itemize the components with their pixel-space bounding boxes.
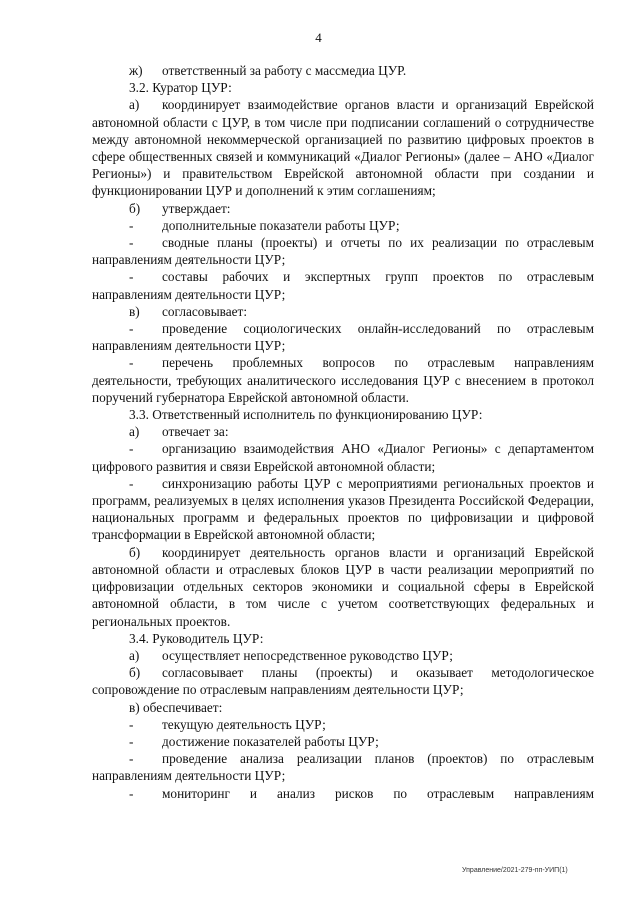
paragraph <box>92 217 594 234</box>
paragraph-text: перечень проблемных вопросов по отраслевым направлениям деятельности, требующих аналитического исследования ЦУР с внесением в протокол поручений губернатора Еврейской автономной области. <box>92 355 594 405</box>
paragraph <box>92 664 594 698</box>
paragraph <box>92 423 594 440</box>
list-marker: а) <box>129 97 140 113</box>
paragraph-text: координирует деятельность органов власти и организаций Еврейской автономной области и отраслевых блоков ЦУР в части реализации мероприятий по цифровизации отдельных секторов экономики и социальной сферы в Еврейской автономной области, в том числе с учетом соответствующих федеральных и региональных проектов. <box>92 544 594 629</box>
list-marker: - <box>129 785 134 801</box>
paragraph-text: осуществляет непосредственное руководство ЦУР; <box>162 647 453 663</box>
paragraph <box>92 750 594 784</box>
paragraph-text: отвечает за: <box>162 424 229 440</box>
list-marker: в) <box>129 303 140 319</box>
list-marker: - <box>129 441 134 457</box>
list-marker: - <box>129 751 134 767</box>
paragraph-text: 3.3. Ответственный исполнитель по функционированию ЦУР: <box>129 407 483 423</box>
paragraph <box>92 699 594 716</box>
paragraph-text: сводные планы (проекты) и отчеты по их реализации по отраслевым направлениям деятельности ЦУР; <box>92 235 594 268</box>
paragraph <box>92 79 594 96</box>
paragraph-text: согласовывает: <box>162 303 248 319</box>
paragraph <box>92 96 594 199</box>
paragraph <box>92 200 594 217</box>
paragraph <box>92 716 594 733</box>
list-marker: - <box>129 716 134 732</box>
paragraph <box>92 440 594 474</box>
paragraph-text: проведение анализа реализации планов (проектов) по отраслевым направлениям деятельности ЦУР; <box>92 751 594 784</box>
paragraph-text: в) обеспечивает: <box>129 699 223 715</box>
paragraph-text: координирует взаимодействие органов власти и организаций Еврейской автономной области с ЦУР, в том числе при подписании соглашений о сотрудничестве между автономной некоммерческой организацией по развитию цифровых проектов в сфере общественных связей и коммуникаций «Диалог Регионы» (далее – АНО «Диалог Регионы») и правительством Еврейской автономной области при создании и функционировании ЦУР и дополнений к этим соглашениям; <box>92 97 594 199</box>
list-marker: ж) <box>129 63 143 78</box>
paragraph <box>92 785 594 802</box>
list-marker: - <box>129 269 134 285</box>
list-marker: а) <box>129 424 140 440</box>
document-body <box>92 62 594 802</box>
paragraph-text: текущую деятельность ЦУР; <box>162 716 326 732</box>
paragraph <box>92 544 594 630</box>
paragraph <box>92 354 594 406</box>
paragraph-text: согласовывает планы (проекты) и оказывает методологическое сопровождение по отраслевым направлениям деятельности ЦУР; <box>92 665 594 698</box>
paragraph-text: 3.4. Руководитель ЦУР: <box>129 630 264 646</box>
page-number: 4 <box>315 30 322 45</box>
list-marker: б) <box>129 544 141 560</box>
list-marker: - <box>129 733 134 749</box>
list-marker: - <box>129 235 134 251</box>
paragraph-text: утверждает: <box>162 200 231 216</box>
paragraph <box>92 647 594 664</box>
paragraph <box>92 406 594 423</box>
paragraph-text: достижение показателей работы ЦУР; <box>162 733 379 749</box>
paragraph-text: составы рабочих и экспертных групп проектов по отраслевым направлениям деятельности ЦУР; <box>92 269 594 302</box>
paragraph <box>92 733 594 750</box>
list-marker: - <box>129 475 134 491</box>
paragraph-text: дополнительные показатели работы ЦУР; <box>162 217 400 233</box>
paragraph <box>92 62 594 79</box>
paragraph-text: мониторинг и анализ рисков по отраслевым направлениям <box>162 785 594 801</box>
paragraph-text: ответственный за работу с массмедиа ЦУР. <box>162 63 407 78</box>
document-footer-code: Управление/2021-279-пп-УИП(1) <box>462 867 568 874</box>
paragraph <box>92 303 594 320</box>
list-marker: б) <box>129 665 141 681</box>
list-marker: а) <box>129 647 140 663</box>
list-marker: - <box>129 217 134 233</box>
paragraph-text: организацию взаимодействия АНО «Диалог Регионы» с департаментом цифрового развития и связи Еврейской автономной области; <box>92 441 594 474</box>
list-marker: - <box>129 321 134 337</box>
paragraph-text: 3.2. Куратор ЦУР: <box>129 80 232 96</box>
list-marker: - <box>129 355 134 371</box>
paragraph <box>92 475 594 544</box>
paragraph-text: синхронизацию работы ЦУР с мероприятиями региональных проектов и программ, реализуемых в целях исполнения указов Президента Российской Федерации, национальных программ и федеральных проектов по цифровизации и цифровой трансформации в Еврейской автономной области; <box>92 475 594 543</box>
paragraph-text: проведение социологических онлайн-исследований по отраслевым направлениям деятельности ЦУР; <box>92 321 594 354</box>
paragraph <box>92 630 594 647</box>
list-marker: б) <box>129 200 141 216</box>
paragraph <box>92 268 594 302</box>
paragraph <box>92 234 594 268</box>
paragraph <box>92 320 594 354</box>
